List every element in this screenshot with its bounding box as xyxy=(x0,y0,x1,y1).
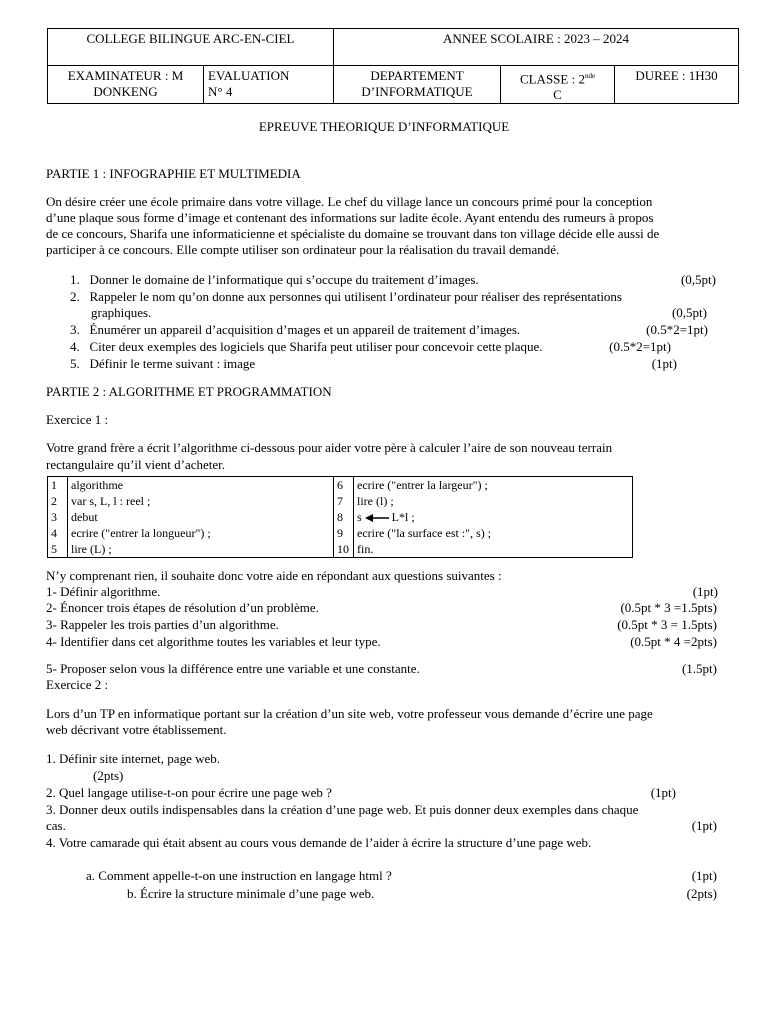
points: (2pts) xyxy=(686,886,717,901)
list-item: 2. Quel langage utilise-t-on pour écrire une page web ? xyxy=(46,785,332,800)
list-item: 3- Rappeler les trois parties d’un algorithme. xyxy=(46,617,279,632)
evaluation-cell: EVALUATION N° 4 xyxy=(204,66,334,104)
code-line: fin. xyxy=(354,541,633,558)
points: (0.5pt * 3 =1.5pts) xyxy=(620,600,717,615)
part1-title: PARTIE 1 : INFOGRAPHIE ET MULTIMEDIA xyxy=(46,166,301,181)
list-item: 5- Proposer selon vous la différence entre une variable et une constante. xyxy=(46,661,420,676)
department-cell: DEPARTEMENT D’INFORMATIQUE xyxy=(334,66,501,104)
points: (1pt) xyxy=(650,785,676,800)
code-line: algorithme xyxy=(68,477,334,494)
list-item: 3. Donner deux outils indispensables dans la création d’une page web. Et puis donner deux exemples dans chaque xyxy=(46,802,639,817)
points: (0.5pt * 3 = 1.5pts) xyxy=(617,617,717,632)
list-item: 2- Énoncer trois étapes de résolution d’un problème. xyxy=(46,600,319,615)
school-name: COLLEGE BILINGUE ARC-EN-CIEL xyxy=(48,29,334,66)
list-item: 4. Votre camarade qui était absent au cours vous demande de l’aider à écrire la structure d’une page web. xyxy=(46,835,592,850)
points: (1pt) xyxy=(691,818,717,833)
list-item: 4- Identifier dans cet algorithme toutes les variables et leur type. xyxy=(46,634,381,649)
exercise1-title: Exercice 1 : xyxy=(46,412,109,427)
points: (0.5*2=1pt) xyxy=(646,322,708,337)
points: (1pt) xyxy=(692,584,718,599)
list-item: 1. Donner le domaine de l’informatique qui s’occupe du traitement d’images. xyxy=(70,272,479,287)
duration-cell: DUREE : 1H30 xyxy=(615,66,739,104)
list-item: 5. Définir le terme suivant : image xyxy=(70,356,256,371)
list-item: 2. Rappeler le nom qu’on donne aux personnes qui utilisent l’ordinateur pour réaliser des représentations xyxy=(70,289,622,304)
assignment-arrow-icon xyxy=(365,514,389,522)
class-cell: CLASSE : 2nde C xyxy=(501,66,615,104)
points: (1.5pt) xyxy=(681,661,717,676)
points: (1pt) xyxy=(691,868,717,883)
points: (0.5pt * 4 =2pts) xyxy=(630,634,717,649)
code-line: ecrire ("entrer la largeur") ; xyxy=(354,477,633,494)
points: (0,5pt) xyxy=(680,272,716,287)
code-line: lire (l) ; xyxy=(354,493,633,509)
examiner-cell: EXAMINATEUR : M DONKENG xyxy=(48,66,204,104)
algorithm-table: 1 algorithme 6 ecrire ("entrer la largeur") ; 2 var s, L, l : reel ; 7 lire (l) ; 3 debut 8 s L*l ; 4 ecrire ("entrer la longueur") ; 9 ecrire ("la surface est :", s) ; 5 lire (L) ; 10 fin. xyxy=(47,476,633,558)
exercise2-title: Exercice 2 : xyxy=(46,677,109,692)
points: (0,5pt) xyxy=(671,305,707,320)
points: (0.5*2=1pt) xyxy=(609,339,671,354)
part2-title: PARTIE 2 : ALGORITHME ET PROGRAMMATION xyxy=(46,384,332,399)
code-line: s L*l ; xyxy=(354,509,633,525)
code-line: debut xyxy=(68,509,334,525)
list-item: 1- Définir algorithme. xyxy=(46,584,161,599)
points: (2pts) xyxy=(93,768,124,783)
school-year: ANNEE SCOLAIRE : 2023 – 2024 xyxy=(334,29,739,66)
header-table xyxy=(47,28,739,104)
exam-title: EPREUVE THEORIQUE D’INFORMATIQUE xyxy=(258,119,510,134)
code-line: ecrire ("entrer la longueur") ; xyxy=(68,525,334,541)
exercise1-lead: N’y comprenant rien, il souhaite donc votre aide en répondant aux questions suivantes : xyxy=(46,568,502,583)
code-line: ecrire ("la surface est :", s) ; xyxy=(354,525,633,541)
list-item: b. Écrire la structure minimale d’une page web. xyxy=(127,886,375,901)
list-item: 1. Définir site internet, page web. xyxy=(46,751,220,766)
list-item: 3. Énumérer un appareil d’acquisition d’mages et un appareil de traitement d’images. xyxy=(70,322,521,337)
list-item: a. Comment appelle-t-on une instruction en langage html ? xyxy=(86,868,392,883)
code-line: lire (L) ; xyxy=(68,541,334,558)
points: (1pt) xyxy=(651,356,677,371)
code-line: var s, L, l : reel ; xyxy=(68,493,334,509)
list-item: 4. Citer deux exemples des logiciels que Sharifa peut utiliser pour concevoir cette plaque. xyxy=(70,339,543,354)
